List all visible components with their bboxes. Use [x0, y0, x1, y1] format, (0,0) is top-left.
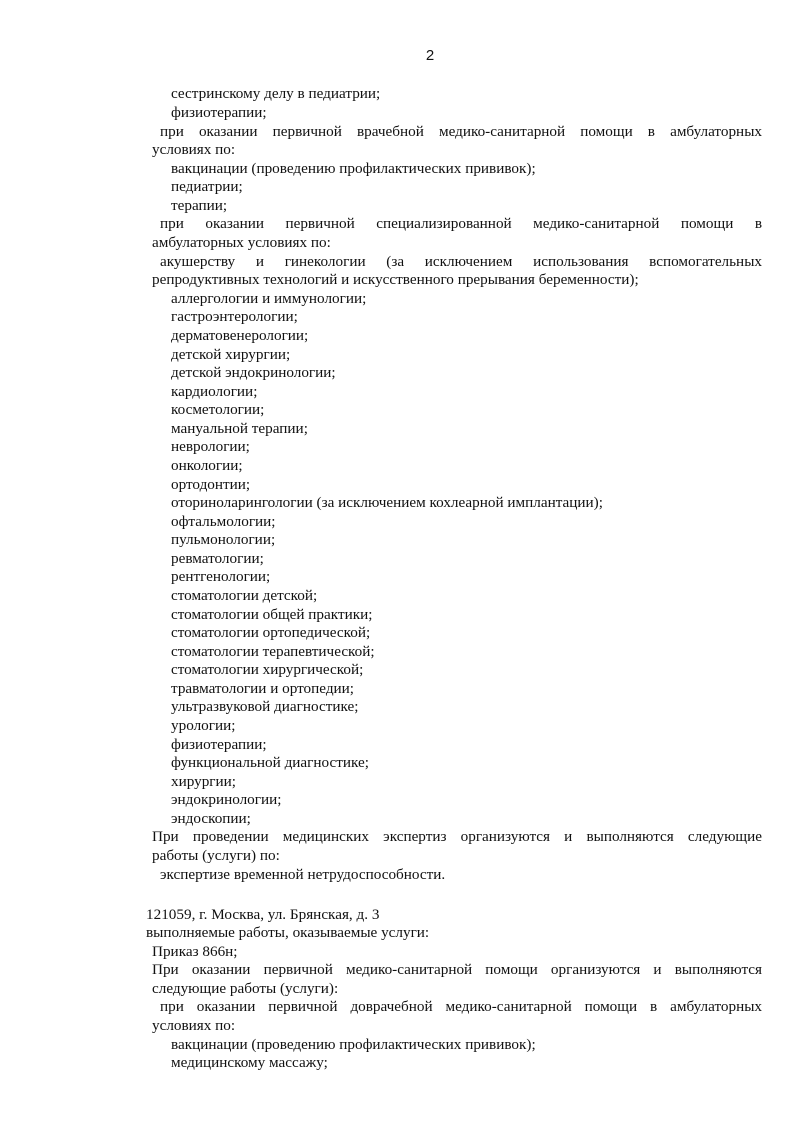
text-line: ревматологии;	[171, 550, 264, 567]
text-line: кардиологии;	[171, 383, 258, 400]
text-line: гастроэнтерологии;	[171, 308, 298, 325]
text-line: урологии;	[171, 717, 236, 734]
text-line: медицинскому массажу;	[171, 1054, 328, 1071]
text-line: терапии;	[171, 197, 228, 214]
page-number: 2	[425, 47, 435, 64]
text-line: При проведении медицинских экспертиз организуются и выполняются следующие	[152, 828, 762, 845]
text-line: условиях по:	[152, 141, 236, 158]
text-line: работы (услуги) по:	[152, 847, 280, 864]
text-line: условиях по:	[152, 1017, 236, 1034]
text-line: детской эндокринологии;	[171, 364, 336, 381]
text-line: хирургии;	[171, 773, 237, 790]
text-line: стоматологии общей практики;	[171, 606, 373, 623]
text-line: эндоскопии;	[171, 810, 251, 827]
text-line: дерматовенерологии;	[171, 327, 309, 344]
text-line: физиотерапии;	[171, 104, 267, 121]
text-line: 121059, г. Москва, ул. Брянская, д. 3	[146, 906, 380, 923]
text-line: вакцинации (проведению профилактических прививок);	[171, 160, 536, 177]
text-line: вакцинации (проведению профилактических прививок);	[171, 1036, 536, 1053]
text-line: При оказании первичной медико-санитарной помощи организуются и выполняются	[152, 961, 762, 978]
text-line: пульмонологии;	[171, 531, 276, 548]
text-line: сестринскому делу в педиатрии;	[171, 85, 381, 102]
text-line: следующие работы (услуги):	[152, 980, 339, 997]
text-line: оториноларингологии (за исключением кохлеарной имплантации);	[171, 494, 603, 511]
text-line: рентгенологии;	[171, 568, 271, 585]
text-line: ультразвуковой диагностике;	[171, 698, 359, 715]
text-line: неврологии;	[171, 438, 250, 455]
text-line: амбулаторных условиях по:	[152, 234, 331, 251]
text-line: при оказании первичной врачебной медико-санитарной помощи в амбулаторных	[160, 123, 762, 140]
text-line: педиатрии;	[171, 178, 243, 195]
text-line: офтальмологии;	[171, 513, 276, 530]
text-line: аллергологии и иммунологии;	[171, 290, 367, 307]
text-line: онкологии;	[171, 457, 243, 474]
text-line: стоматологии терапевтической;	[171, 643, 375, 660]
text-line: детской хирургии;	[171, 346, 291, 363]
text-line: при оказании первичной специализированной медико-санитарной помощи в	[160, 215, 762, 232]
text-line: мануальной терапии;	[171, 420, 308, 437]
text-line: выполняемые работы, оказываемые услуги:	[146, 924, 430, 941]
text-line: стоматологии хирургической;	[171, 661, 364, 678]
text-line: стоматологии ортопедической;	[171, 624, 371, 641]
text-line: при оказании первичной доврачебной медико-санитарной помощи в амбулаторных	[160, 998, 762, 1015]
text-line: травматологии и ортопедии;	[171, 680, 355, 697]
text-line: стоматологии детской;	[171, 587, 318, 604]
text-line: эндокринологии;	[171, 791, 282, 808]
text-line: функциональной диагностике;	[171, 754, 369, 771]
text-line: акушерству и гинекологии (за исключением использования вспомогательных	[160, 253, 762, 270]
text-line: физиотерапии;	[171, 736, 267, 753]
text-line: косметологии;	[171, 401, 265, 418]
text-line: ортодонтии;	[171, 476, 251, 493]
text-line: Приказ 866н;	[152, 943, 238, 960]
text-line: экспертизе временной нетрудоспособности.	[160, 866, 446, 883]
text-line: репродуктивных технологий и искусственного прерывания беременности);	[152, 271, 639, 288]
